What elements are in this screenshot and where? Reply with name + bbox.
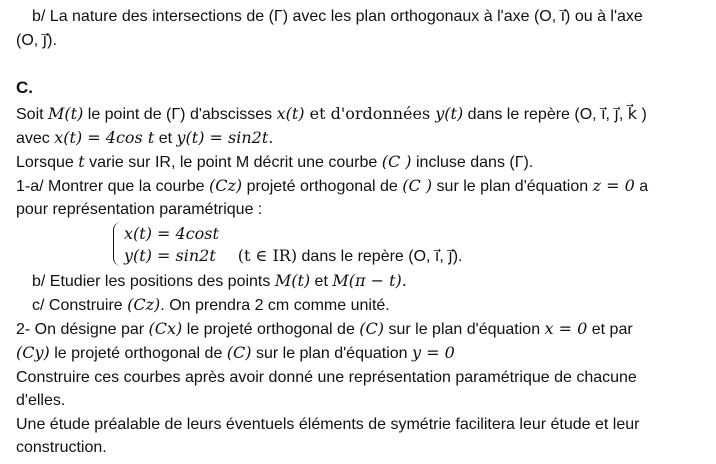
question-2-line5: Une étude préalable de leurs éventuels éléments de symétrie facilitera leur étude et leur (16, 416, 640, 433)
x-definition: x(t) = 4cos t (54, 128, 155, 147)
question-1c: c/ Construire (Cz). On prendra 2 cm comme unité. (32, 295, 390, 314)
y-definition: y(t) = sin2t. (176, 128, 274, 147)
system-brace (113, 222, 123, 266)
part-b-intersections-line1: b/ La nature des intersections de (Γ) avec les plan orthogonaux à l'axe (O, ı⃗) ou à l'axe (32, 8, 643, 25)
intro-line-1: Soit M(t) le point de (Γ) d'abscisses x(t) et d'ordonnées y(t) dans le repère (O, ı⃗, ȷ⃗, k⃗ ) (16, 104, 647, 123)
question-2-line3: Construire ces courbes après avoir donné une représentation paramétrique de chacune (16, 369, 637, 386)
intro-line-3: Lorsque t varie sur IR, le point M décrit une courbe (C ) incluse dans (Γ). (16, 152, 534, 171)
system-y-row: y(t) = sin2t (t ∈ IR) dans le repère (O, ı⃗, ȷ⃗). (124, 246, 463, 265)
question-2-line6: construction. (16, 439, 107, 456)
system-condition: (t ∈ IR) (237, 246, 298, 265)
part-b-intersections-line2: (O, ȷ⃗). (16, 32, 57, 49)
section-heading-c: C. (16, 78, 33, 97)
question-2-line4: d'elles. (16, 392, 66, 409)
system-x-equation: x(t) = 4cost (124, 224, 219, 243)
system-y-equation: y(t) = sin2t (124, 246, 216, 265)
question-2-line2: (Cy) le projeté orthogonal de (C) sur le plan d'équation y = 0 (16, 343, 455, 362)
question-1a-line1: 1-a/ Montrer que la courbe (Cz) projeté orthogonal de (C ) sur le plan d'équation z = 0 a (16, 176, 649, 195)
intro-line-2: avec x(t) = 4cos t et y(t) = sin2t. (16, 128, 274, 147)
question-2-line1: 2- On désigne par (Cx) le projeté orthogonal de (C) sur le plan d'équation x = 0 et par (16, 319, 633, 338)
question-1a-line2: pour représentation paramétrique : (16, 201, 263, 218)
question-1b: b/ Etudier les positions des points M(t) et M(π − t). (32, 271, 407, 290)
